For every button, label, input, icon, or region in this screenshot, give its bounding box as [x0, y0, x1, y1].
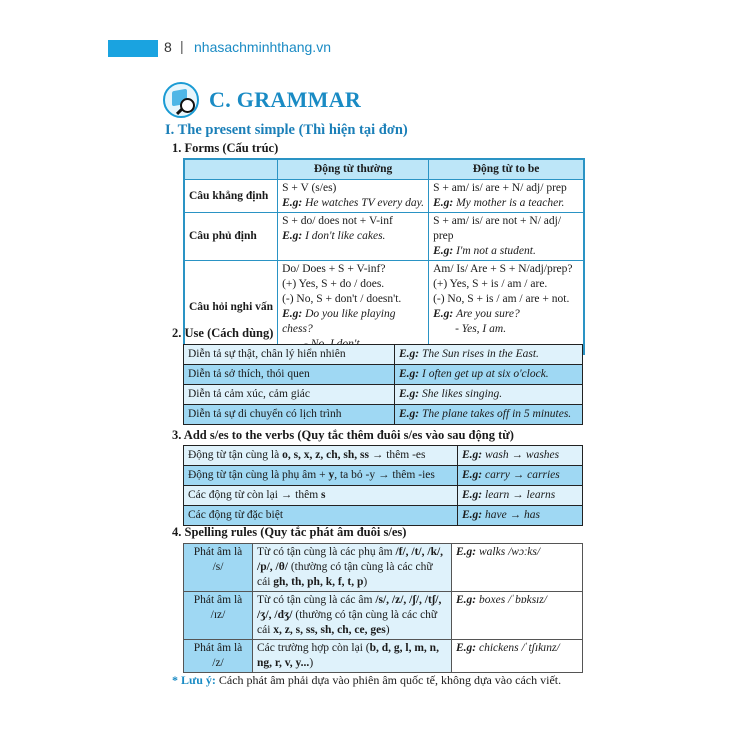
add-ses-table	[183, 445, 583, 526]
add-row	[184, 506, 583, 526]
example: E.g: I'm not a student.	[433, 245, 536, 257]
use-table	[183, 344, 583, 425]
formula: (-) No, S + is / am / are + not.	[433, 293, 570, 305]
add-rule: Các động từ còn lại → thêm s	[184, 486, 458, 506]
use-example: E.g: The plane takes off in 5 minutes.	[395, 405, 583, 425]
example-answer: - Yes, I am.	[455, 323, 507, 335]
row-label: Câu phủ định	[184, 213, 278, 261]
forms-header-row	[184, 159, 584, 180]
forms-header-empty	[184, 159, 278, 180]
add-rule: Các động từ đặc biệt	[184, 506, 458, 526]
tobe-cell	[429, 213, 584, 261]
use-description: Diễn tả sở thích, thói quen	[184, 365, 395, 385]
add-rule: Động từ tận cùng là o, s, x, z, ch, sh, ss → thêm -es	[184, 446, 458, 466]
example: E.g: My mother is a teacher.	[433, 197, 565, 209]
regular-cell	[278, 180, 429, 213]
publisher-site: nhasachminhthang.vn	[194, 39, 331, 55]
add-row	[184, 486, 583, 506]
spelling-row	[184, 544, 583, 592]
lesson-title: I. The present simple (Thì hiện tại đơn)	[165, 122, 408, 138]
formula: Am/ Is/ Are + S + N/adj/prep?	[433, 263, 573, 275]
header-separator: |	[180, 38, 184, 54]
spelling-rule: Các trường hợp còn lại (b, d, g, l, m, n, ng, r, v, y...)	[253, 640, 452, 673]
spelling-example: E.g: boxes /ˈbɒksɪz/	[452, 592, 583, 640]
formula: Do/ Does + S + V-inf?	[282, 263, 386, 275]
forms-title: 1. Forms (Cấu trúc)	[172, 141, 279, 155]
regular-cell	[278, 213, 429, 261]
add-example: E.g: learn → learns	[458, 486, 583, 506]
spelling-row	[184, 640, 583, 673]
use-description: Diễn tả sự di chuyển có lịch trình	[184, 405, 395, 425]
forms-header-tobe: Động từ to be	[429, 159, 584, 180]
regular-cell	[278, 261, 429, 355]
use-description: Diễn tả cảm xúc, cảm giác	[184, 385, 395, 405]
use-title: 2. Use (Cách dùng)	[172, 326, 274, 340]
magnifier-cube-icon	[163, 82, 199, 118]
spelling-rule: Từ có tận cùng là các phụ âm /f/, /t/, /k/, /p/, /θ/ (thường có tận cùng là các chữ cái gh, th, ph, k, f, t, p)	[253, 544, 452, 592]
formula: S + do/ does not + V-inf	[282, 215, 393, 227]
add-row	[184, 466, 583, 486]
add-example: E.g: carry → carries	[458, 466, 583, 486]
example: E.g: He watches TV every day.	[282, 197, 424, 209]
forms-header-regular: Động từ thường	[278, 159, 429, 180]
tobe-cell	[429, 180, 584, 213]
note-label: * Lưu ý:	[172, 673, 216, 687]
use-example: E.g: I often get up at six o'clock.	[395, 365, 583, 385]
spelling-example: E.g: chickens /ˈtʃɪkɪnz/	[452, 640, 583, 673]
header-accent-bar	[108, 40, 158, 57]
section-heading	[163, 80, 361, 120]
spelling-example: E.g: walks /wɔːks/	[452, 544, 583, 592]
forms-row-affirmative	[184, 180, 584, 213]
use-row	[184, 345, 583, 365]
example: E.g: Do you like playing chess?	[282, 308, 396, 335]
formula: (-) No, S + don't / doesn't.	[282, 293, 402, 305]
formula: S + am/ is/ are + N/ adj/ prep	[433, 182, 567, 194]
footnote	[172, 673, 561, 688]
add-rule: Động từ tận cùng là phụ âm + y, ta bỏ -y → thêm -ies	[184, 466, 458, 486]
formula: (+) Yes, S + do / does.	[282, 278, 385, 290]
formula: S + am/ is/ are not + N/ adj/ prep	[433, 215, 562, 242]
use-example: E.g: She likes singing.	[395, 385, 583, 405]
section-title: C. GRAMMAR	[209, 87, 362, 112]
spelling-rule: Từ có tận cùng là các âm /s/, /z/, /ʃ/, /tʃ/, /ʒ/, /dʒ/ (thường có tận cùng là các chữ cái x, z, s, ss, sh, ch, ce, ges)	[253, 592, 452, 640]
spelling-table	[183, 543, 583, 673]
example: E.g: Are you sure?	[433, 308, 520, 320]
use-row	[184, 405, 583, 425]
pronunciation: Phát âm là /ɪz/	[184, 592, 253, 640]
use-example: E.g: The Sun rises in the East.	[395, 345, 583, 365]
formula: S + V (s/es)	[282, 182, 337, 194]
add-title: 3. Add s/es to the verbs (Quy tắc thêm đuôi s/es vào sau động từ)	[172, 428, 514, 442]
row-label: Câu khẳng định	[184, 180, 278, 213]
use-row	[184, 365, 583, 385]
spelling-row	[184, 592, 583, 640]
pronunciation: Phát âm là /s/	[184, 544, 253, 592]
use-row	[184, 385, 583, 405]
tobe-cell	[429, 261, 584, 355]
page-number: 8	[164, 39, 172, 55]
formula: (+) Yes, S + is / am / are.	[433, 278, 548, 290]
add-row	[184, 446, 583, 466]
add-example: E.g: wash → washes	[458, 446, 583, 466]
row-label: Câu hỏi nghi vấn	[184, 261, 278, 355]
note-text: Cách phát âm phải dựa vào phiên âm quốc tế, không dựa vào cách viết.	[215, 673, 562, 687]
spelling-title: 4. Spelling rules (Quy tắc phát âm đuôi s/es)	[172, 525, 407, 539]
example: E.g: I don't like cakes.	[282, 230, 386, 242]
add-example: E.g: have → has	[458, 506, 583, 526]
use-description: Diễn tả sự thật, chân lý hiển nhiên	[184, 345, 395, 365]
forms-row-negative	[184, 213, 584, 261]
pronunciation: Phát âm là /z/	[184, 640, 253, 673]
